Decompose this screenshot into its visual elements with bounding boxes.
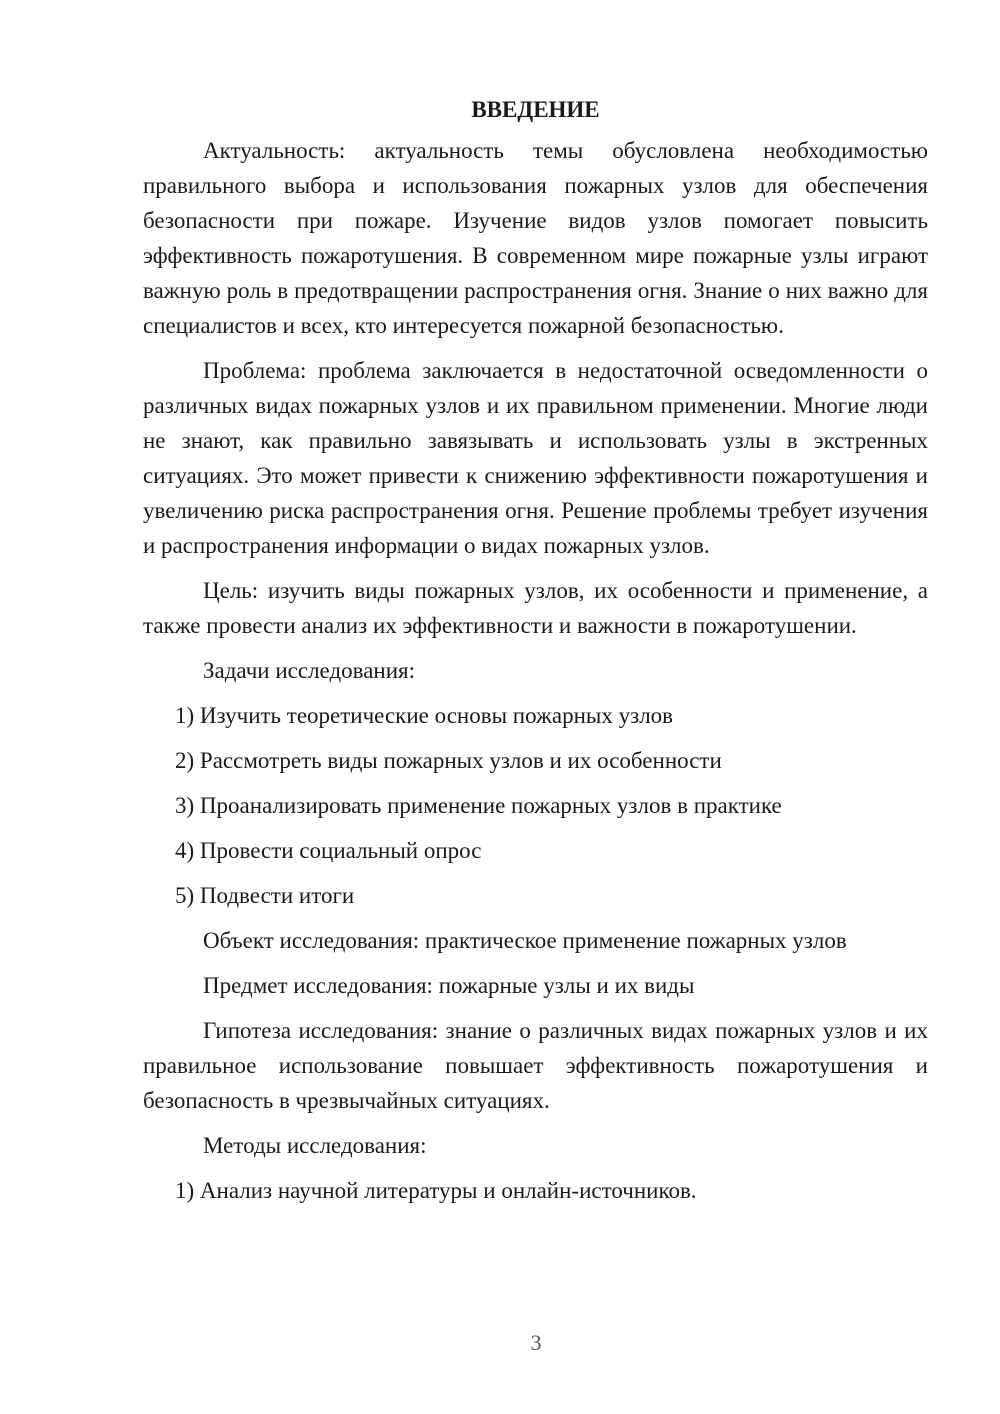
tasks-title: Задачи исследования: bbox=[203, 658, 416, 683]
paragraph-relevance: Актуальность: актуальность темы обусловлена необходимостью правильного выбора и использования пожарных узлов для обеспечения безопасности при пожаре. Изучение видов узлов помогает повысить эффективность пожаротушения. В современном мире пожарные узлы играют важную роль в предотвращении распространения огня. Знание о них важно для специалистов и всех, кто интересуется пожарной безопасностью. bbox=[143, 138, 928, 338]
list-item: 2) Рассмотреть виды пожарных узлов и их особенности bbox=[175, 748, 722, 773]
list-item: 3) Проанализировать применение пожарных узлов в практике bbox=[175, 793, 782, 818]
list-item: 1) Анализ научной литературы и онлайн-источников. bbox=[175, 1178, 697, 1203]
paragraph-hypothesis: Гипотеза исследования: знание о различных видах пожарных узлов и их правильное использование повышает эффективность пожаротушения и безопасность в чрезвычайных ситуациях. bbox=[143, 1018, 928, 1113]
methods-list bbox=[143, 1173, 928, 1208]
list-item: 5) Подвести итоги bbox=[175, 883, 355, 908]
list-item: 4) Провести социальный опрос bbox=[175, 838, 482, 863]
page-content bbox=[143, 92, 928, 1218]
paragraph-goal: Цель: изучить виды пожарных узлов, их особенности и применение, а также провести анализ их эффективности и важности в пожаротушении. bbox=[143, 578, 928, 638]
page-number: 3 bbox=[530, 1330, 542, 1355]
section-heading: ВВЕДЕНИЕ bbox=[471, 97, 600, 122]
paragraph-problem: Проблема: проблема заключается в недостаточной осведомленности о различных видах пожарных узлов и их правильном применении. Многие люди не знают, как правильно завязывать и использовать узлы в экстренных ситуациях. Это может привести к снижению эффективности пожаротушения и увеличению риска распространения огня. Решение проблемы требует изучения и распространения информации о видах пожарных узлов. bbox=[143, 358, 928, 558]
paragraph-subject: Предмет исследования: пожарные узлы и их виды bbox=[203, 973, 695, 998]
paragraph-object: Объект исследования: практическое применение пожарных узлов bbox=[203, 928, 847, 953]
methods-title: Методы исследования: bbox=[203, 1133, 427, 1158]
tasks-list bbox=[143, 698, 928, 913]
list-item: 1) Изучить теоретические основы пожарных узлов bbox=[175, 703, 674, 728]
